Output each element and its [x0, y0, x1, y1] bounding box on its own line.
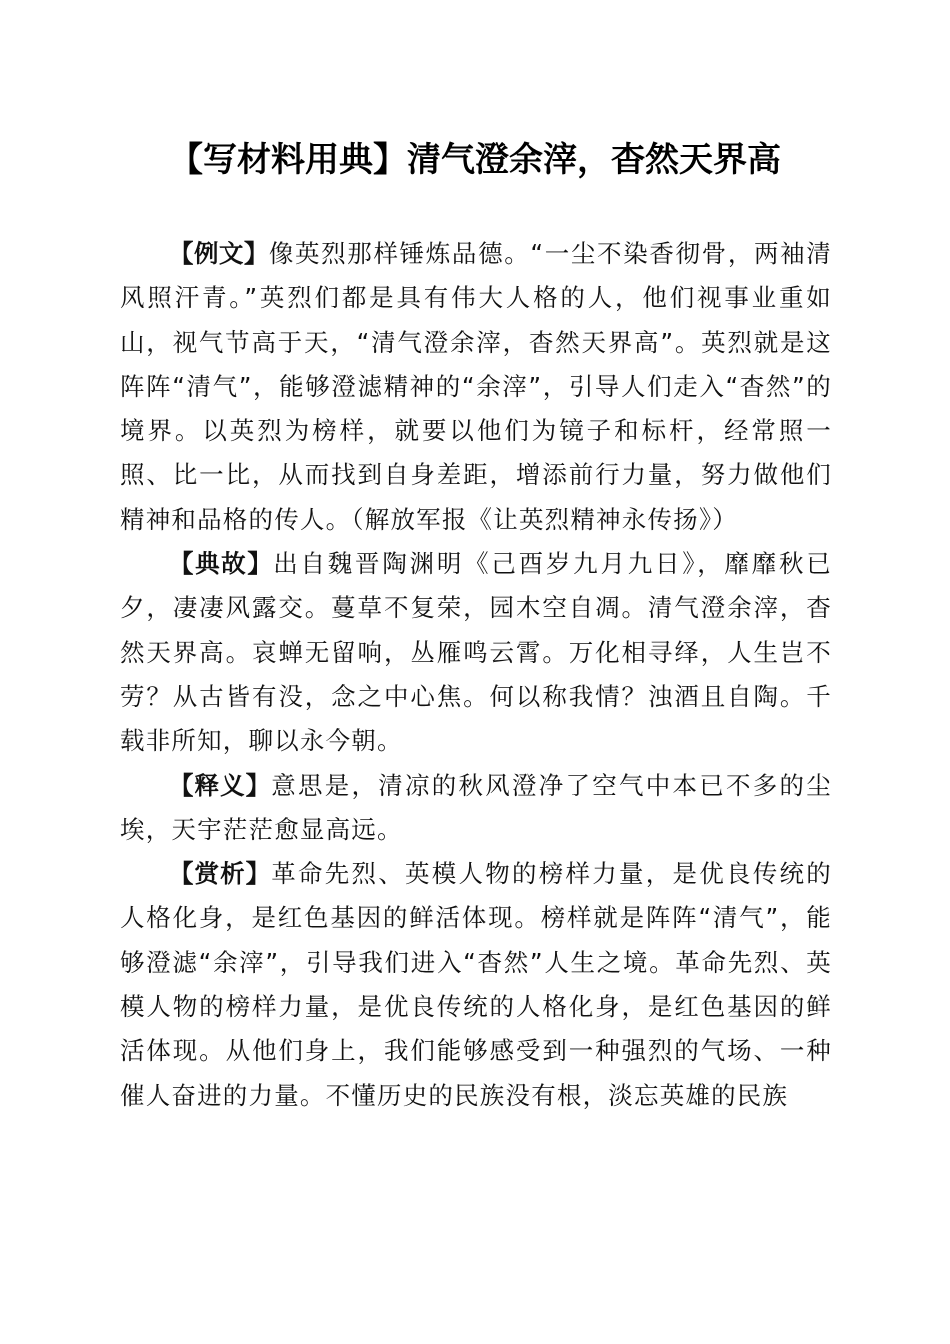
paragraph-text: 像英烈那样锤炼品德。“一尘不染香彻骨，两袖清风照汗青。”英烈们都是具有伟大人格的人，他们视事业重如山，视气节高于天，“清气澄余滓，杳然天界高”。英烈就是这阵阵“清气”，能够澄滤精神的“余滓”，引导人们走入“杳然”的境界。以英烈为榜样，就要以他们为镜子和标杆，经常照一照、比一比，从而找到自身差距，增添前行力量，努力做他们精神和品格的传人。（解放军报《让英烈精神永传扬》）	[120, 239, 832, 534]
paragraph-tag: 【赏析】	[169, 859, 272, 889]
document-body	[120, 232, 832, 1118]
paragraph-meaning	[120, 764, 832, 853]
paragraph-tag: 【释义】	[169, 770, 272, 800]
paragraph-tag: 【例文】	[169, 239, 269, 268]
paragraph-text: 出自魏晋陶渊明《己酉岁九月九日》，靡靡秋已夕，凄凄风露交。蔓草不复荣，园木空自凋。清气澄余滓，杳然天界高。哀蝉无留响，丛雁鸣云霄。万化相寻绎，人生岂不劳？从古皆有没，念之中心焦。何以称我情？浊酒且自陶。千载非所知，聊以永今朝。	[120, 549, 833, 756]
paragraph-text: 意思是，清凉的秋风澄净了空气中本已不多的尘埃，天宇茫茫愈显高远。	[120, 770, 832, 844]
document-title: 【写材料用典】清气澄余滓，杳然天界高	[169, 140, 781, 180]
paragraph-example	[120, 232, 832, 542]
paragraph-tag: 【典故】	[169, 549, 274, 579]
paragraph-allusion	[120, 542, 832, 763]
paragraph-appreciation	[120, 852, 832, 1118]
paragraph-text: 革命先烈、英模人物的榜样力量，是优良传统的人格化身，是红色基因的鲜活体现。榜样就是阵阵“清气”，能够澄滤“余滓”，引导我们进入“杳然”人生之境。革命先烈、英模人物的榜样力量，是优良传统的人格化身，是红色基因的鲜活体现。从他们身上，我们能够感受到一种强烈的气场、一种催人奋进的力量。不懂历史的民族没有根，淡忘英雄的民族	[120, 859, 832, 1110]
